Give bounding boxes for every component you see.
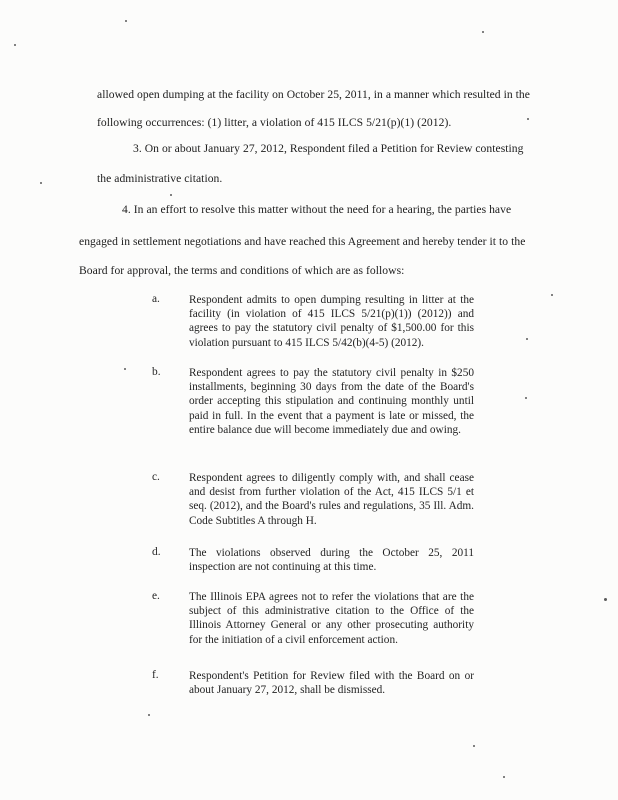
paragraph-line: allowed open dumping at the facility on October 25, 2011, in a manner which resulted in the [97, 88, 530, 101]
scan-speck [526, 338, 528, 340]
term-letter: a. [152, 293, 160, 305]
term-letter: f. [152, 669, 159, 681]
term-text: Respondent's Petition for Review filed with the Board on or about January 27, 2012, shall be dismissed. [189, 670, 474, 697]
scan-speck [473, 745, 475, 747]
paragraph-line: the administrative citation. [97, 172, 223, 185]
scan-speck [525, 397, 527, 399]
paragraph-line: engaged in settlement negotiations and have reached this Agreement and hereby tender it to the [79, 235, 526, 248]
scan-speck [40, 182, 42, 184]
term-text: The violations observed during the October 25, 2011 inspection are not continuing at this time. [189, 547, 474, 574]
paragraph-line: 3. On or about January 27, 2012, Respondent filed a Petition for Review contesting [133, 142, 524, 155]
term-text: Respondent agrees to diligently comply with, and shall cease and desist from further violation of the Act, 415 ILCS 5/1 et seq. (2012), and the Board's rules and regulations, 35 Ill. Adm. Code Subtitles A through H. [189, 472, 474, 527]
term-letter: b. [152, 366, 161, 378]
scan-speck [527, 118, 529, 120]
term-text: Respondent agrees to pay the statutory civil penalty in $250 installments, beginning 30 days from the date of the Board's order accepting this stipulation and continuing monthly until paid in full. In the event that a payment is late or missed, the entire balance due will become immediately due and owing. [189, 367, 474, 436]
scan-speck [503, 776, 505, 778]
scan-speck [148, 714, 150, 716]
paragraph-line: 4. In an effort to resolve this matter without the need for a hearing, the parties have [122, 203, 512, 216]
scan-speck [551, 294, 553, 296]
scan-speck [125, 20, 127, 22]
scan-speck [604, 598, 607, 601]
scan-speck [482, 31, 484, 33]
term-letter: d. [152, 546, 161, 558]
scan-speck [170, 194, 172, 196]
term-letter: c. [152, 471, 160, 483]
paragraph-line: Board for approval, the terms and conditions of which are as follows: [79, 264, 405, 277]
term-letter: e. [152, 590, 160, 602]
term-text: The Illinois EPA agrees not to refer the violations that are the subject of this administrative citation to the Office of the Illinois Attorney General or any other prosecuting authority for the initiation of a civil enforcement action. [189, 591, 474, 646]
scan-speck [124, 368, 126, 370]
term-text: Respondent admits to open dumping resulting in litter at the facility (in violation of 415 ILCS 5/21(p)(1)) (2012)) and agrees to pay the statutory civil penalty of $1,500.00 for this violation pursuant to 415 ILCS 5/42(b)(4-5) (2012). [189, 294, 474, 349]
paragraph-line: following occurrences: (1) litter, a violation of 415 ILCS 5/21(p)(1) (2012). [97, 116, 452, 129]
scan-speck [14, 44, 16, 46]
